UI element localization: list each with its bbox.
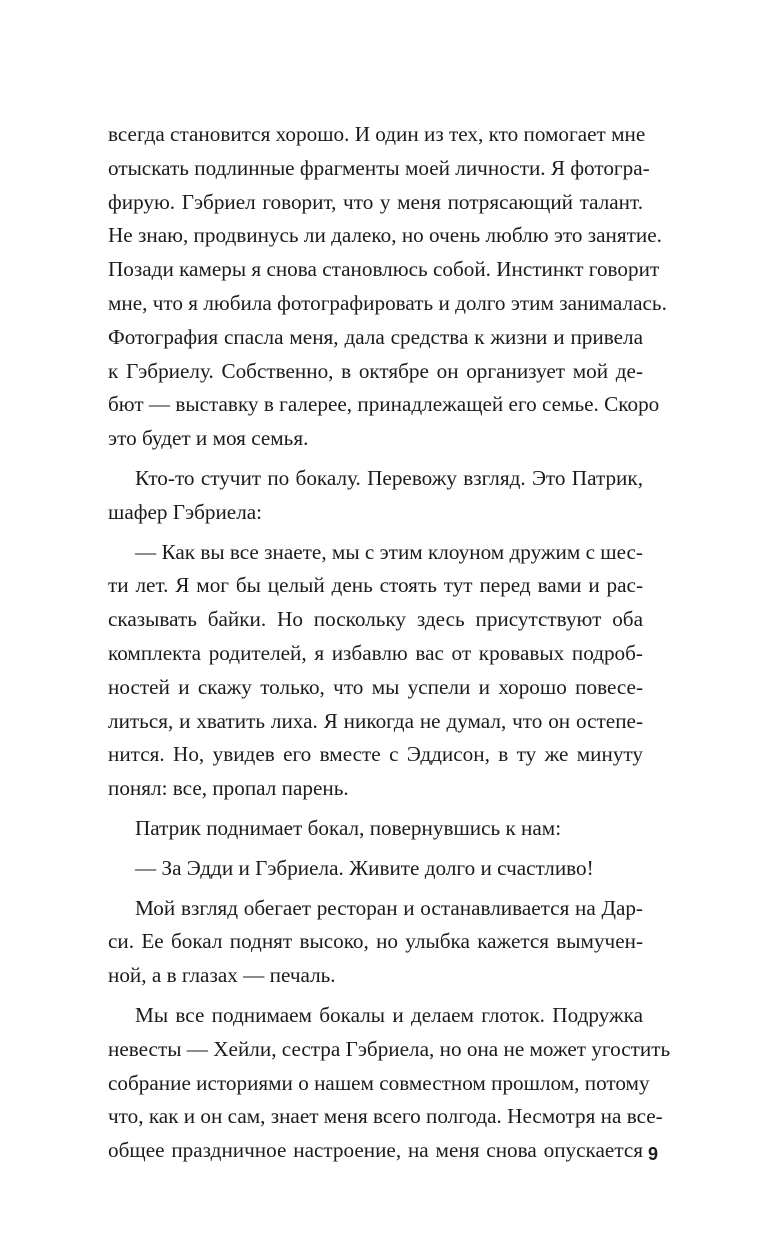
text-line: Позади камеры я снова становлюсь собой. Инстинкт говорит — [108, 257, 660, 282]
page-body-text — [108, 118, 671, 1168]
text-line: собрание историями о нашем совместном прошлом, потому — [108, 1070, 650, 1095]
text-line: понял: все, пропал парень. — [108, 776, 349, 801]
text-line: — Как вы все знаете, мы с этим клоуном дружим с шес- — [135, 539, 643, 564]
text-line: что, как и он сам, знает меня всего полгода. Несмотря на все- — [108, 1104, 663, 1129]
text-line: си. Ее бокал поднят высоко, но улыбка кажется вымучен- — [108, 929, 643, 954]
text-line: ти лет. Я мог бы целый день стоять тут перед вами и рас- — [108, 573, 643, 598]
text-line: ностей и скажу только, что мы успели и хорошо повесе- — [108, 674, 643, 699]
text-line: всегда становится хорошо. И один из тех, кто помогает мне — [108, 122, 646, 146]
text-line: — За Эдди и Гэбриела. Живите долго и счастливо! — [135, 855, 594, 880]
text-line: Фотография спасла меня, дала средства к жизни и привела — [108, 324, 643, 349]
text-line: Мы все поднимаем бокалы и делаем глоток. Подружка — [135, 1002, 643, 1027]
text-line: это будет и моя семья. — [108, 426, 309, 451]
text-line: нится. Но, увидев его вместе с Эддисон, в ту же минуту — [108, 742, 643, 767]
text-line: Патрик поднимает бокал, повернувшись к нам: — [135, 815, 562, 840]
text-line: мне, что я любила фотографировать и долго этим занималась. — [108, 290, 667, 315]
text-line: сказывать байки. Но поскольку здесь присутствуют оба — [108, 607, 643, 632]
text-line: отыскать подлинные фрагменты моей личности. Я фотогра- — [108, 155, 650, 180]
text-line: фирую. Гэбриел говорит, что у меня потрясающий талант. — [108, 189, 643, 214]
text-line: ной, а в глазах — печаль. — [108, 963, 336, 988]
text-line: Не знаю, продвинусь ли далеко, но очень люблю это занятие. — [108, 223, 662, 248]
text-line: Кто-то стучит по бокалу. Перевожу взгляд. Это Патрик, — [135, 465, 643, 490]
text-line: невесты — Хейли, сестра Гэбриела, но она не может угостить — [108, 1036, 671, 1061]
text-line: литься, и хватить лиха. Я никогда не думал, что он остепе- — [108, 708, 643, 733]
text-line: шафер Гэбриела: — [108, 499, 263, 524]
text-line: к Гэбриелу. Собственно, в октябре он организует мой де- — [108, 358, 643, 383]
text-line: бют — выставку в галерее, принадлежащей его семье. Скоро — [108, 392, 660, 417]
text-line: общее праздничное настроение, на меня снова опускается — [108, 1138, 643, 1163]
text-line: комплекта родителей, я избавлю вас от кровавых подроб- — [108, 640, 643, 665]
page-number: 9 — [647, 1144, 658, 1164]
text-line: Мой взгляд обегает ресторан и останавливается на Дар- — [135, 895, 643, 920]
